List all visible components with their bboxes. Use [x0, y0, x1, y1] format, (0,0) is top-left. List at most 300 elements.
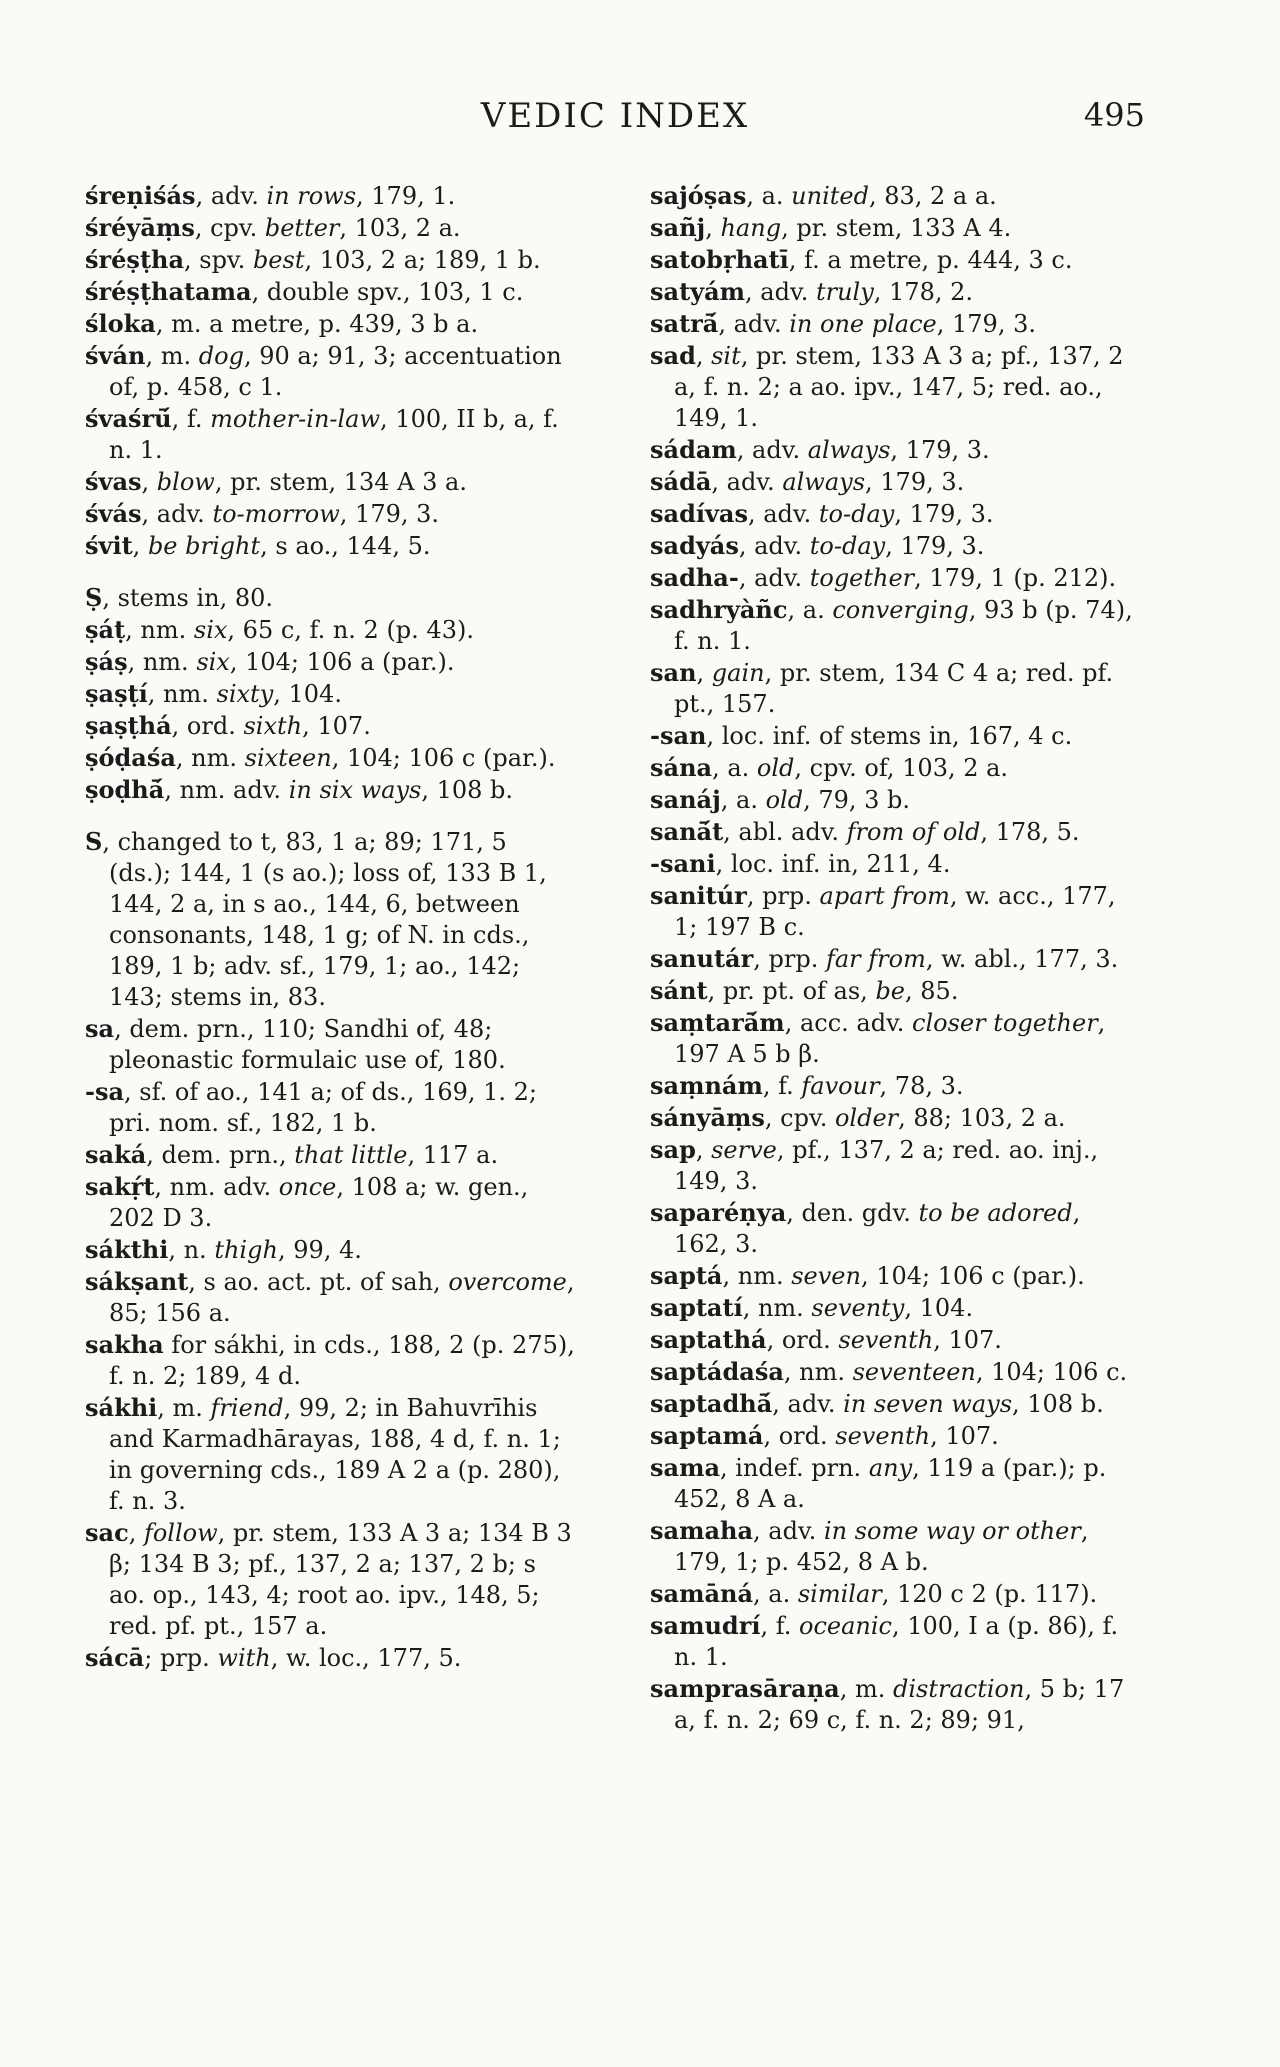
headword: ṣáṣ: [85, 647, 128, 676]
index-entry: [85, 180, 575, 212]
entry-text: , 104; 106 c.: [975, 1358, 1128, 1386]
entry-text: , adv.: [738, 564, 810, 592]
entry-text: , 162, 3.: [674, 1199, 1081, 1258]
index-entry: [650, 657, 1140, 720]
index-entry: [85, 308, 575, 340]
headword: sakṛ́t: [85, 1172, 155, 1201]
entry-text: , 104.: [904, 1294, 974, 1322]
entry-text: , cpv. of, 103, 2 a.: [794, 754, 1009, 782]
entry-text: , 104; 106 c (par.).: [860, 1262, 1085, 1290]
gloss: truly: [815, 278, 874, 306]
headword: sádam: [650, 435, 737, 464]
entry-text: , a.: [720, 786, 766, 814]
headword: sákthi: [85, 1235, 169, 1264]
entry-text: , 179, 1; p. 452, 8 A b.: [674, 1517, 1089, 1576]
headword: sanā́t: [650, 817, 724, 846]
gloss: better: [264, 214, 340, 242]
entry-text: , dem. prn.,: [146, 1141, 295, 1169]
entry-text: , 120 c 2 (p. 117).: [881, 1580, 1098, 1608]
gloss: in rows: [266, 182, 357, 210]
gloss: converging: [832, 596, 969, 624]
gloss: old: [765, 786, 804, 814]
index-entry: [650, 434, 1140, 466]
headword: sad: [650, 341, 696, 370]
entry-text: , pr. stem, 133 A 3 a; 134 B 3 β; 134 B 3; pf., 137, 2 a; 137, 2 b; s ao. op., 143, 4; root ao. ipv., 148, 5; red. pf. pt., 157 a.: [109, 1519, 572, 1640]
index-entry: [650, 720, 1140, 752]
index-entry: [85, 614, 575, 646]
entry-text: , 107.: [930, 1422, 999, 1450]
entry-text: , s ao., 144, 5.: [260, 532, 431, 560]
index-entry: [85, 1392, 575, 1517]
headword: samudrí: [650, 1611, 761, 1640]
headword: sadyás: [650, 531, 739, 560]
entry-text: , 179, 3.: [936, 310, 1036, 338]
entry-text: , cpv.: [194, 214, 265, 242]
entry-text: , a.: [787, 596, 833, 624]
index-entry: [650, 594, 1140, 657]
index-entry: [650, 1610, 1140, 1673]
entry-text: , m.: [145, 342, 199, 370]
entry-text: , f. a metre, p. 444, 3 c.: [788, 246, 1073, 274]
entry-text: , 179, 3.: [885, 532, 985, 560]
headword: śvas: [85, 467, 142, 496]
index-entry: [85, 1266, 575, 1329]
entry-text: , pf., 137, 2 a; red. ao. inj., 149, 3.: [674, 1136, 1099, 1195]
index-entry: [85, 1517, 575, 1642]
left-column: [85, 180, 575, 1674]
gloss: sixteen: [244, 744, 332, 772]
entry-text: , pr. pt. of as,: [707, 977, 876, 1005]
gloss: dog: [198, 342, 244, 370]
gloss: to be adored: [918, 1199, 1073, 1227]
entry-text: , 179, 3.: [339, 500, 440, 528]
index-entry: [650, 466, 1140, 498]
entry-text: ; prp.: [144, 1644, 218, 1672]
headword: sap: [650, 1135, 696, 1164]
entry-text: , nm.: [175, 744, 245, 772]
headword: saptá: [650, 1261, 723, 1290]
index-entry: [650, 1420, 1140, 1452]
headword: saptatí: [650, 1293, 743, 1322]
headword: sánt: [650, 976, 708, 1005]
entry-text: , 104; 106 a (par.).: [229, 648, 455, 676]
index-entry: [650, 1324, 1140, 1356]
gloss: sixth: [243, 712, 303, 740]
entry-text: , 99, 4.: [277, 1236, 362, 1264]
headword: saká: [85, 1140, 147, 1169]
index-entry: [650, 1515, 1140, 1578]
entry-text: ,: [696, 659, 712, 687]
index-entry: [650, 848, 1140, 880]
headword: -sa: [85, 1077, 125, 1106]
entry-text: , double spv., 103, 1 c.: [251, 278, 524, 306]
gloss: hang: [720, 214, 782, 242]
headword: śréṣṭha: [85, 245, 185, 274]
gloss: always: [807, 436, 891, 464]
entry-text: , 83, 2 a a.: [868, 182, 997, 210]
gloss: united: [791, 182, 869, 210]
gloss: in some way or other: [823, 1517, 1081, 1545]
entry-text: ,: [128, 1519, 144, 1547]
entry-text: , loc. inf. in, 211, 4.: [715, 850, 951, 878]
index-entry: [650, 784, 1140, 816]
gloss: far from: [825, 945, 926, 973]
entry-text: , loc. inf. of stems in, 167, 4 c.: [706, 722, 1073, 750]
gloss: mother-in-law: [210, 405, 381, 433]
headword: śván: [85, 341, 146, 370]
entry-text: , m.: [839, 1675, 893, 1703]
entry-text: , nm.: [147, 680, 217, 708]
entry-text: , a.: [712, 754, 757, 782]
index-entry: [85, 774, 575, 806]
entry-text: , sf. of ao., 141 a; of ds., 169, 1. 2; pri. nom. sf., 182, 1 b.: [109, 1078, 538, 1137]
entry-text: , 108 a; w. gen., 202 D 3.: [109, 1173, 529, 1232]
entry-text: , a.: [746, 182, 792, 210]
entry-text: ,: [695, 1136, 712, 1164]
entry-text: , 107.: [302, 712, 371, 740]
headword: sakha: [85, 1330, 164, 1359]
gloss: six: [196, 648, 230, 676]
entry-text: , adv.: [772, 1390, 844, 1418]
entry-text: , m.: [157, 1394, 211, 1422]
entry-text: , nm.: [783, 1358, 853, 1386]
gloss: always: [782, 468, 866, 496]
index-entry: [650, 1007, 1140, 1070]
entry-text: , prp.: [746, 882, 820, 910]
headword: S: [85, 827, 103, 856]
entry-text: , indef. prn.: [720, 1454, 869, 1482]
index-entry: [85, 1642, 575, 1674]
index-entry: [85, 276, 575, 308]
page-number: 495: [1083, 96, 1145, 134]
entry-text: , pr. stem, 134 C 4 a; red. pf. pt., 157.: [674, 659, 1114, 718]
gloss: in one place: [789, 310, 937, 338]
entry-text: , adv.: [718, 310, 790, 338]
entry-text: , 79, 3 b.: [803, 786, 911, 814]
index-entry: [650, 1070, 1140, 1102]
index-entry: [650, 943, 1140, 975]
entry-text: , changed to t, 83, 1 a; 89; 171, 5 (ds.); 144, 1 (s ao.); loss of, 133 B 1, 144, 2 a, in s ao., 144, 6, between consonants, 148, 1 g; of N. in cds., 189, 1 b; adv. sf., 179, 1; ao., 142; 143; stems in, 83.: [102, 828, 547, 1011]
index-entry: [650, 530, 1140, 562]
index-entry: [650, 498, 1140, 530]
index-entry: [650, 562, 1140, 594]
index-entry: [650, 276, 1140, 308]
entry-text: , 178, 2.: [873, 278, 973, 306]
entry-text: , ord.: [766, 1326, 839, 1354]
headword: satobṛhatī: [650, 245, 789, 274]
headword: sama: [650, 1453, 721, 1482]
headword: sac: [85, 1518, 129, 1547]
entry-text: , 85; 156 a.: [109, 1268, 575, 1327]
entry-text: , spv.: [184, 246, 253, 274]
index-entry: [85, 646, 575, 678]
gloss: closer together: [912, 1009, 1098, 1037]
entry-text: for: [163, 1331, 214, 1359]
entry-text: , 117 a.: [407, 1141, 499, 1169]
index-entry: [650, 816, 1140, 848]
entry-text: , 100, II b, a, f. n. 1.: [109, 405, 559, 464]
entry-text: , nm. adv.: [164, 776, 289, 804]
headword: śloka: [85, 309, 156, 338]
headword: sácā: [85, 1643, 145, 1672]
entry-text: , nm.: [742, 1294, 812, 1322]
headword: sadívas: [650, 499, 748, 528]
gloss: older: [834, 1104, 899, 1132]
gloss: six: [193, 616, 228, 644]
gloss: in seven ways: [843, 1390, 1013, 1418]
index-entry: [85, 678, 575, 710]
gloss: gain: [711, 659, 765, 687]
headword: ṣaṣṭí: [85, 679, 148, 708]
entry-text: ,: [705, 214, 721, 242]
headword: saparéṇya: [650, 1198, 787, 1227]
entry-text: , 119 a (par.); p. 452, 8 A a.: [674, 1454, 1107, 1513]
entry-text: , pr. stem, 134 A 3 a.: [214, 468, 467, 496]
gloss: best: [252, 246, 305, 274]
gloss: serve: [711, 1136, 777, 1164]
gloss: seven: [791, 1262, 861, 1290]
index-entry: [85, 826, 575, 1013]
index-entry: [650, 1260, 1140, 1292]
headword: satyám: [650, 277, 746, 306]
index-entry: [650, 308, 1140, 340]
entry-text: , 85.: [905, 977, 959, 1005]
headword: ṣóḍaśa: [85, 743, 176, 772]
gloss: to-day: [818, 500, 895, 528]
gloss: seventy: [811, 1294, 905, 1322]
index-entry: [85, 340, 575, 403]
gloss: in six ways: [288, 776, 422, 804]
index-entry: [85, 466, 575, 498]
index-entry: [650, 1452, 1140, 1515]
gloss: seventh: [835, 1422, 931, 1450]
index-entry: [650, 1388, 1140, 1420]
headword: saṃnám: [650, 1071, 763, 1100]
entry-text: , ord.: [763, 1422, 836, 1450]
headword: sadha-: [650, 563, 739, 592]
entry-text: , 103, 2 a; 189, 1 b.: [304, 246, 541, 274]
headword: saptathá: [650, 1325, 767, 1354]
index-entry: [650, 1292, 1140, 1324]
entry-text: , nm.: [722, 1262, 792, 1290]
entry-text: , nm.: [125, 616, 194, 644]
right-column: [650, 180, 1140, 1736]
entry-text: , adv.: [745, 278, 816, 306]
gloss: any: [868, 1454, 913, 1482]
entry-text: , 108 b.: [421, 776, 514, 804]
running-head: [85, 96, 1145, 140]
headword: śvás: [85, 499, 142, 528]
headword: sákhi: [85, 1393, 158, 1422]
entry-text: , adv.: [747, 500, 819, 528]
index-entry: [650, 340, 1140, 434]
gloss: favour: [801, 1072, 880, 1100]
entry-text: , 78, 3.: [879, 1072, 964, 1100]
entry-text: , 179, 1.: [356, 182, 456, 210]
index-entry: [650, 975, 1140, 1007]
entry-text: sákhi, in cds., 188, 2 (p. 275), f. n. 2; 189, 4 d.: [109, 1331, 575, 1390]
entry-text: , 179, 3.: [865, 468, 965, 496]
entry-text: , w. loc., 177, 5.: [270, 1644, 462, 1672]
entry-text: , 197 A 5 b β.: [674, 1009, 1106, 1068]
entry-text: , 65 c, f. n. 2 (p. 43).: [227, 616, 474, 644]
entry-text: , den. gdv.: [786, 1199, 919, 1227]
entry-text: , 88; 103, 2 a.: [898, 1104, 1066, 1132]
headword: sanitúr: [650, 881, 747, 910]
headword: sajóṣas: [650, 181, 747, 210]
index-entry: [650, 1134, 1140, 1197]
entry-text: , f.: [762, 1072, 802, 1100]
entry-text: , adv.: [738, 532, 810, 560]
gloss: friend: [210, 1394, 284, 1422]
entry-text: , 93 b (p. 74), f. n. 1.: [674, 596, 1133, 655]
running-title: VEDIC INDEX: [480, 96, 750, 136]
entry-text: , adv.: [195, 182, 267, 210]
entry-text: , a.: [753, 1580, 798, 1608]
gloss: blow: [156, 468, 215, 496]
headword: ṣoḍhā́: [85, 775, 165, 804]
headword: saptadhā́: [650, 1389, 773, 1418]
headword: sanutár: [650, 944, 754, 973]
entry-text: , prp.: [753, 945, 826, 973]
headword: sányāṃs: [650, 1103, 765, 1132]
headword: satrā́: [650, 309, 719, 338]
entry-text: , 100, I a (p. 86), f. n. 1.: [674, 1612, 1119, 1671]
gloss: sit: [711, 342, 741, 370]
headword: śvit: [85, 531, 133, 560]
index-entry: [650, 1197, 1140, 1260]
index-entry: [85, 1076, 575, 1139]
headword: sákṣant: [85, 1267, 189, 1296]
gloss: once: [278, 1173, 337, 1201]
entry-text: , 104; 106 c (par.).: [331, 744, 556, 772]
headword: samāná: [650, 1579, 754, 1608]
headword: san: [650, 658, 697, 687]
entry-text: , abl. adv.: [723, 818, 847, 846]
gloss: be bright: [147, 532, 261, 560]
headword: samprasāraṇa: [650, 1674, 840, 1703]
entry-text: ,: [132, 532, 148, 560]
index-entry: [85, 212, 575, 244]
index-entry: [85, 1013, 575, 1076]
entry-text: , dem. prn., 110; Sandhi of, 48; pleonastic formulaic use of, 180.: [109, 1015, 506, 1074]
headword: śréṣṭhatama: [85, 277, 252, 306]
index-entry: [650, 1102, 1140, 1134]
entry-text: , f.: [760, 1612, 799, 1640]
entry-text: , n.: [168, 1236, 215, 1264]
headword: saptádaśa: [650, 1357, 784, 1386]
headword: ṣaṣṭhá: [85, 711, 172, 740]
headword: sána: [650, 753, 713, 782]
gloss: thigh: [214, 1236, 278, 1264]
entry-text: , 179, 3.: [894, 500, 994, 528]
entry-text: , adv.: [141, 500, 213, 528]
entry-text: , pr. stem, 133 A 3 a; pf., 137, 2 a, f. n. 2; a ao. ipv., 147, 5; red. ao., 149, 1.: [674, 342, 1124, 432]
entry-text: ,: [695, 342, 712, 370]
index-entry: [85, 1171, 575, 1234]
entry-text: , stems in, 80.: [102, 584, 274, 612]
index-entry: [85, 1329, 575, 1392]
headword: -san: [650, 721, 707, 750]
entry-text: , acc. adv.: [784, 1009, 913, 1037]
entry-text: , 179, 3.: [890, 436, 990, 464]
headword: saptamá: [650, 1421, 764, 1450]
headword: sañj: [650, 213, 706, 242]
entry-text: , 108 b.: [1012, 1390, 1104, 1418]
headword: sa: [85, 1014, 115, 1043]
headword: saṃtarā́m: [650, 1008, 785, 1037]
index-entry: [85, 530, 575, 562]
index-entry: [650, 752, 1140, 784]
entry-text: ,: [141, 468, 157, 496]
gloss: follow: [143, 1519, 218, 1547]
entry-text: , nm. adv.: [154, 1173, 279, 1201]
entry-text: , 179, 1 (p. 212).: [914, 564, 1117, 592]
headword: śréyāṃs: [85, 213, 195, 242]
gloss: to-morrow: [212, 500, 340, 528]
gloss: old: [756, 754, 795, 782]
headword: -sani: [650, 849, 716, 878]
entry-text: , w. abl., 177, 3.: [925, 945, 1119, 973]
entry-text: , ord.: [171, 712, 244, 740]
gloss: sixty: [216, 680, 274, 708]
entry-text: , pr. stem, 133 A 4.: [781, 214, 1012, 242]
headword: Ṣ: [85, 583, 103, 612]
index-entry: [85, 498, 575, 530]
index-entry: [650, 212, 1140, 244]
entry-text: , 178, 5.: [980, 818, 1080, 846]
entry-text: , m. a metre, p. 439, 3 b a.: [155, 310, 479, 338]
headword: samaha: [650, 1516, 754, 1545]
entry-text: , f.: [171, 405, 211, 433]
headword: sádā: [650, 467, 712, 496]
gloss: from of old: [846, 818, 981, 846]
entry-text: , w. acc., 177, 1; 197 B c.: [674, 882, 1116, 941]
entry-text: , 103, 2 a.: [339, 214, 461, 242]
index-entry: [85, 742, 575, 774]
gloss: seventeen: [852, 1358, 976, 1386]
gloss: seventh: [838, 1326, 934, 1354]
entry-text: , s ao. act. pt. of sah,: [188, 1268, 449, 1296]
gloss: similar: [797, 1580, 882, 1608]
entry-text: , cpv.: [764, 1104, 835, 1132]
entry-text: , adv.: [736, 436, 808, 464]
index-entry: [85, 710, 575, 742]
index-entry: [85, 1139, 575, 1171]
entry-text: , 5 b; 17 a, f. n. 2; 69 c, f. n. 2; 89; 91,: [674, 1675, 1125, 1734]
index-entry: [650, 880, 1140, 943]
index-entry: [85, 244, 575, 276]
entry-text: , adv.: [753, 1517, 824, 1545]
entry-text: , 90 a; 91, 3; accentuation of, p. 458, c 1.: [109, 342, 562, 401]
entry-text: , nm.: [127, 648, 197, 676]
entry-text: , 99, 2; in Bahuvrīhis and Karmadhārayas, 188, 4 d, f. n. 1; in governing cds., 189 A 2 a (p. 280), f. n. 3.: [109, 1394, 561, 1515]
headword: sadhryàñc: [650, 595, 788, 624]
gloss: together: [809, 564, 915, 592]
entry-text: , 104.: [273, 680, 342, 708]
headword: śreṇiśás: [85, 181, 196, 210]
gloss: that little: [294, 1141, 408, 1169]
gloss: with: [217, 1644, 271, 1672]
index-entry: [85, 403, 575, 466]
index-entry: [650, 1673, 1140, 1736]
index-entry: [85, 1234, 575, 1266]
headword: sanáj: [650, 785, 721, 814]
entry-text: , adv.: [711, 468, 783, 496]
gloss: oceanic: [799, 1612, 892, 1640]
index-entry: [650, 1578, 1140, 1610]
entry-text: , 107.: [933, 1326, 1002, 1354]
